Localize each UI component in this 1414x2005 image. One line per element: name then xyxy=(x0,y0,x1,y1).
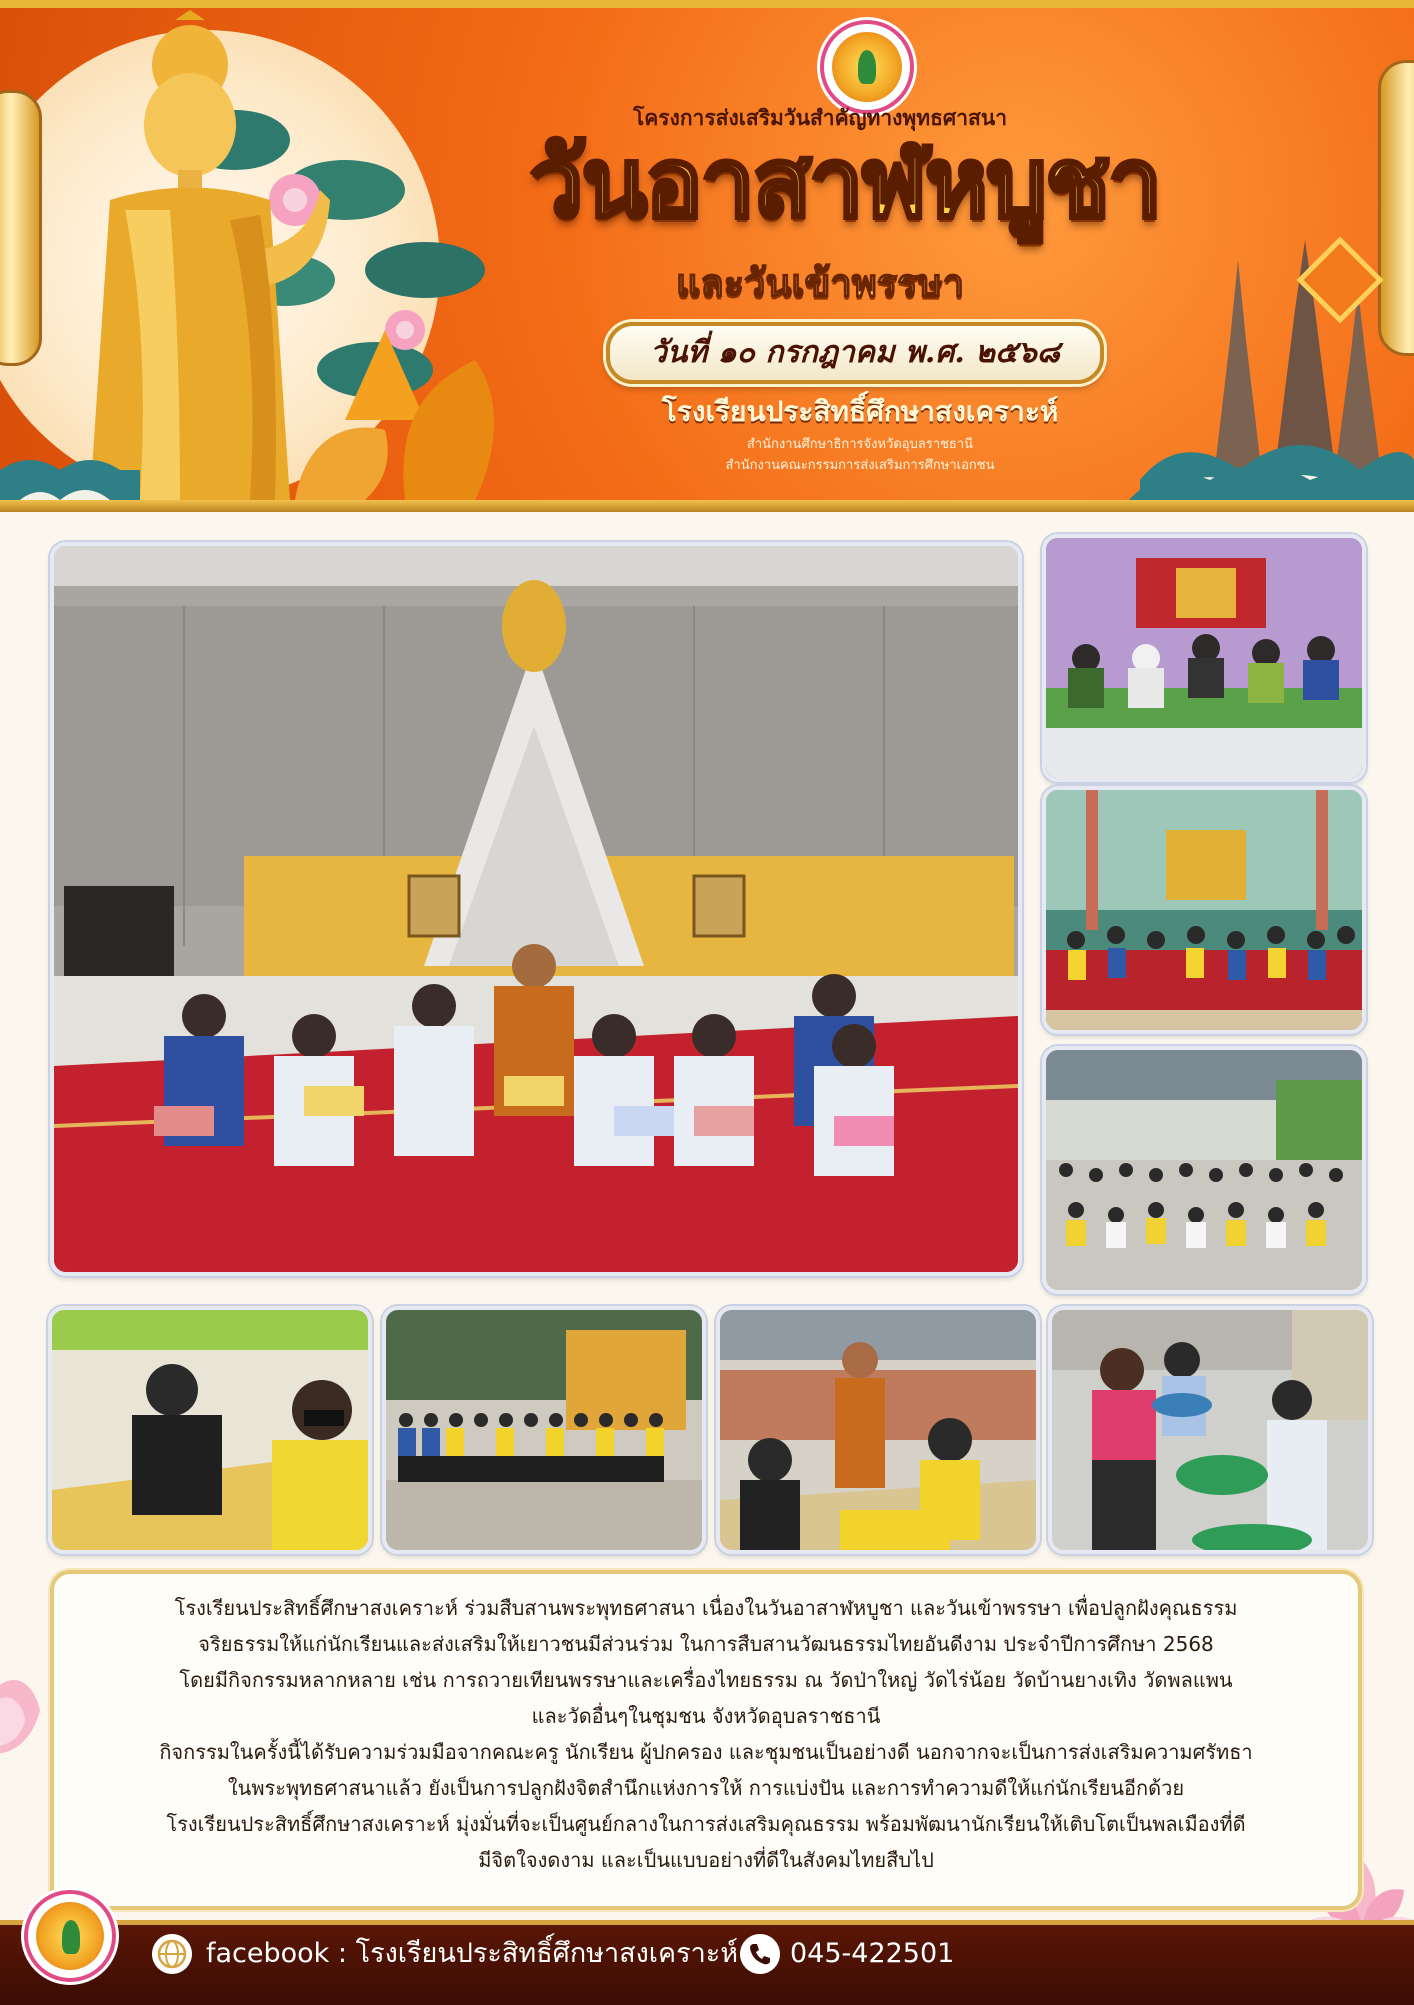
sub-title: และวันเข้าพรรษา xyxy=(675,260,965,305)
description-line: และวัดอื่นๆในชุมชน จังหวัดอุบลราชธานี xyxy=(531,1704,881,1728)
banner-bottom-border xyxy=(0,500,1414,512)
phone-number[interactable]: 045-422501 xyxy=(790,1938,955,1969)
description-line: โรงเรียนประสิทธิ์ศึกษาสงเคราะห์ ร่วมสืบสานพระพุทธศาสนา เนื่องในวันอาสาฬหบูชา และวันเข้าพรรษา เพื่อปลูกฝังคุณธรรม xyxy=(174,1596,1238,1620)
office-line-2: สำนักงานคณะกรรมการส่งเสริมการศึกษาเอกชน xyxy=(725,458,995,473)
description-line: จริยธรรมให้แก่นักเรียนและส่งเสริมให้เยาวชนมีส่วนร่วม ในการสืบสานวัฒนธรรมไทยอันดีงาม ประจำปีการศึกษา 2568 xyxy=(198,1632,1214,1656)
date-badge: วันที่ ๑๐ กรกฎาคม พ.ศ. ๒๕๖๘ xyxy=(606,322,1104,384)
photo-students-in-hall xyxy=(1042,786,1366,1034)
office-line-1: สำนักงานศึกษาธิการจังหวัดอุบลราชธานี xyxy=(746,437,974,452)
school-name: โรงเรียนประสิทธิ์ศึกษาสงเคราะห์ xyxy=(661,395,1059,428)
photo-students-assembly xyxy=(1042,1046,1366,1294)
main-title: วันอาสาฬหบูชา xyxy=(529,126,1161,239)
photo-cooking-activity xyxy=(1048,1306,1372,1554)
school-logo xyxy=(820,20,914,114)
photo-main-temple-group xyxy=(50,542,1022,1276)
banner-top-border xyxy=(0,0,1414,8)
facebook-link[interactable]: facebook : โรงเรียนประสิทธิ์ศึกษาสงเคราะห์ xyxy=(206,1938,739,1969)
project-title: โครงการส่งเสริมวันสำคัญทางพุทธศาสนา xyxy=(632,106,1007,130)
photo-monk-with-students xyxy=(716,1306,1040,1554)
description-line: โดยมีกิจกรรมหลากหลาย เช่น การถวายเทียนพรรษาและเครื่องไทยธรรม ณ วัดป่าใหญ่ วัดไร่น้อย วัดบ้านยางเทิง วัดพลแพน xyxy=(179,1668,1233,1692)
description-line: ในพระพุทธศาสนาแล้ว ยังเป็นการปลูกฝังจิตสำนึกแห่งการให้ การแบ่งปัน และการทำความดีให้แก่นักเรียนอีกด้วย xyxy=(227,1776,1185,1800)
description-line: โรงเรียนประสิทธิ์ศึกษาสงเคราะห์ มุ่งมั่นที่จะเป็นศูนย์กลางในการส่งเสริมคุณธรรม พร้อมพัฒนานักเรียนให้เติบโตเป็นพลเมืองที่ดี xyxy=(166,1812,1246,1836)
description-line: มีจิตใจงดงาม และเป็นแบบอย่างที่ดีในสังคมไทยสืบไป xyxy=(478,1848,934,1872)
left-gold-ornament xyxy=(0,90,42,366)
buddha-statue-image xyxy=(30,10,360,500)
globe-icon xyxy=(152,1934,192,1974)
footer-school-logo xyxy=(24,1890,116,1982)
description-box xyxy=(50,1570,1362,1910)
photo-group-candle-temple xyxy=(382,1306,706,1554)
header-banner xyxy=(0,0,1414,512)
description-text xyxy=(64,1590,1348,1878)
description-line: กิจกรรมในครั้งนี้ได้รับความร่วมมือจากคณะครู นักเรียน ผู้ปกครอง และชุมชนเป็นอย่างดี นอกจากจะเป็นการส่งเสริมความศรัทธา xyxy=(159,1740,1253,1764)
photo-students-crafting xyxy=(48,1306,372,1554)
photo-ceremony-stage xyxy=(1042,534,1366,782)
phone-icon xyxy=(740,1934,780,1974)
